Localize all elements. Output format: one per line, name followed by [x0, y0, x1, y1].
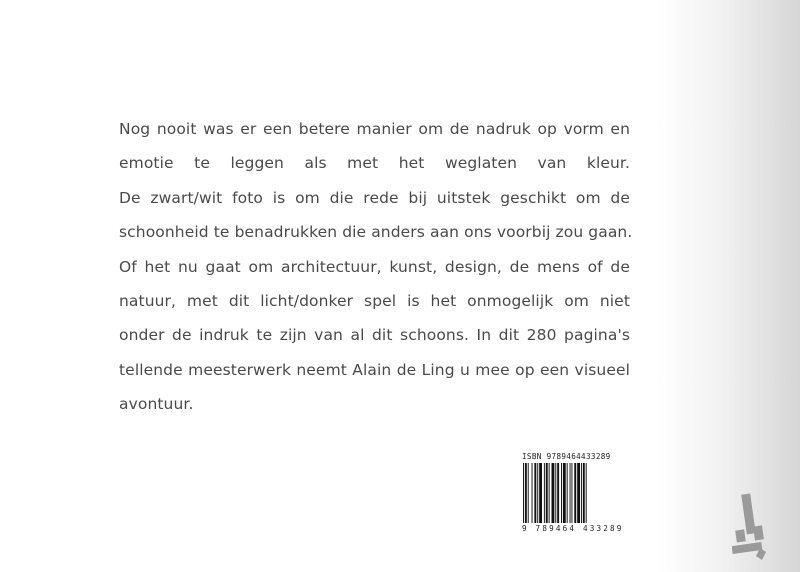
blurb-line: Nog nooit was er een betere manier om de nadruk op vorm en	[119, 120, 630, 138]
barcode-bar	[528, 463, 529, 523]
publisher-logo-icon	[732, 490, 768, 562]
barcode-bar	[546, 463, 548, 523]
barcode-bar	[581, 463, 582, 523]
barcode-bar	[557, 463, 559, 523]
barcode-bar	[534, 463, 536, 523]
barcode-bar	[544, 463, 545, 523]
barcode-bars	[520, 463, 612, 523]
isbn-barcode	[520, 451, 624, 535]
barcode-bar	[586, 463, 587, 523]
barcode-bar	[537, 463, 538, 523]
barcode-bar	[532, 463, 533, 523]
blurb-line: Of het nu gaat om architectuur, kunst, design, de mens of de	[119, 257, 630, 276]
barcode-bar	[574, 463, 576, 523]
barcode-bar	[555, 463, 556, 523]
blurb-line: natuur, met dit licht/donker spel is het onmogelijk om niet	[119, 291, 630, 310]
barcode-bar	[563, 463, 566, 523]
blurb-line: schoonheid te benadrukken die anders aan ons voorbij zou gaan.	[119, 223, 633, 242]
blurb-line: avontuur.	[119, 395, 194, 414]
barcode-bar	[549, 463, 550, 523]
barcode-bar	[561, 463, 562, 523]
barcode-bar	[567, 463, 568, 523]
barcode-digits: 9 789464 433289	[522, 524, 624, 533]
barcode-bar	[525, 463, 527, 523]
blurb-line: De zwart/wit foto is om die rede bij uitstek geschikt om de	[119, 188, 630, 207]
blurb-line: tellende meesterwerk neemt Alain de Ling u mee op een visueel	[119, 360, 630, 379]
back-cover-blurb	[119, 112, 633, 422]
barcode-bar	[539, 463, 542, 523]
isbn-label: ISBN 9789464433289	[522, 452, 611, 461]
blurb-line: emotie te leggen als met het weglaten van kleur.	[119, 154, 630, 173]
blurb-line: onder de indruk te zijn van al dit schoons. In dit 280 pagina's	[119, 326, 630, 345]
barcode-bar	[523, 463, 524, 523]
barcode-bar	[577, 463, 580, 523]
barcode-bar	[552, 463, 555, 523]
barcode-bar	[583, 463, 585, 523]
barcode-bar	[570, 463, 571, 523]
barcode-bar	[571, 463, 572, 523]
